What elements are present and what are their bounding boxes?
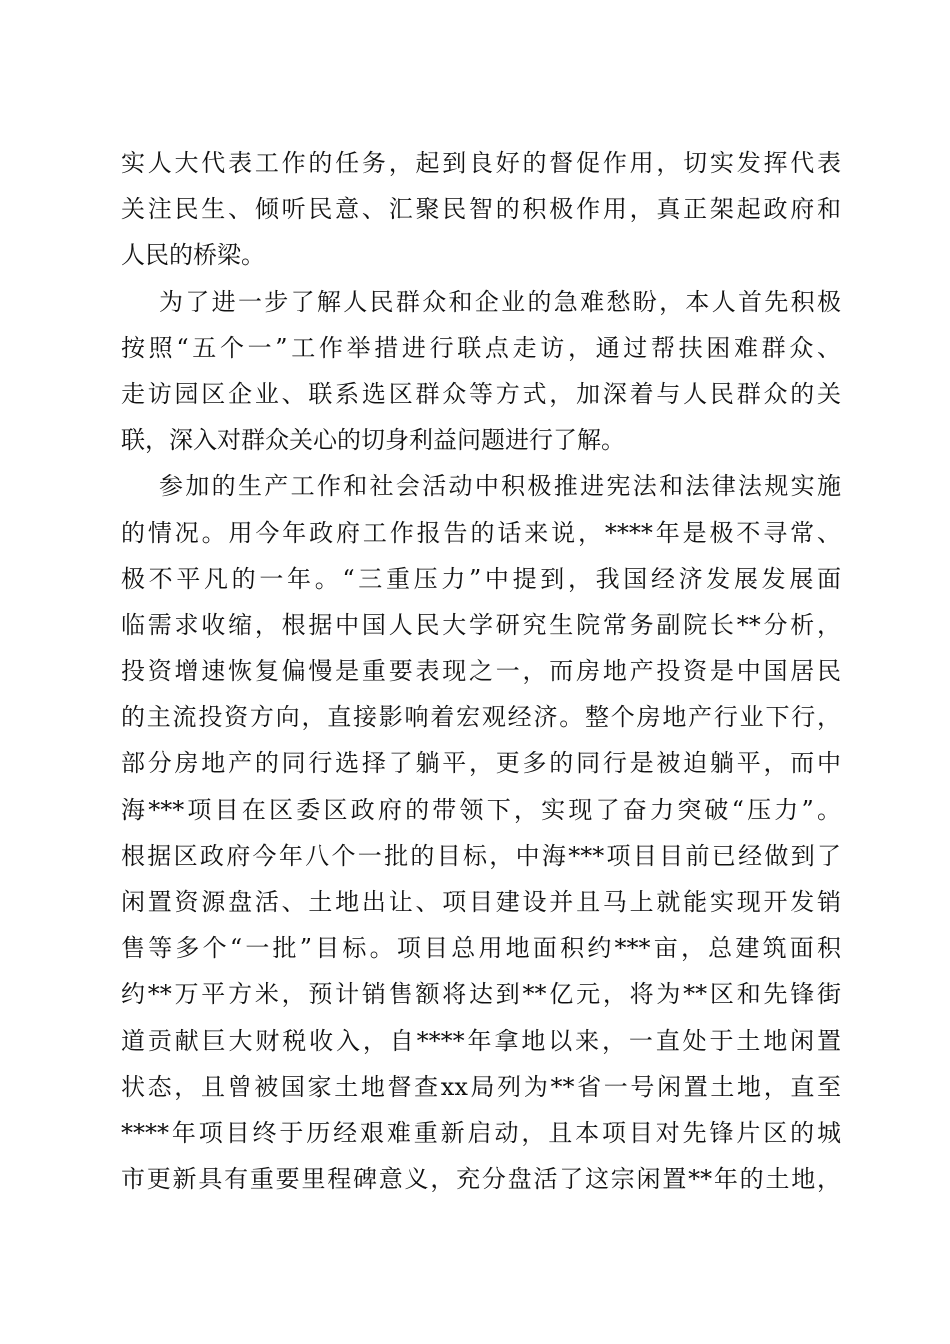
paragraph-2	[121, 279, 841, 464]
text-line: 为了进一步了解人民群众和企业的急难愁盼，本人首先积极	[159, 287, 841, 316]
text-line: 人民的桥梁。	[121, 241, 265, 270]
text-line: 临需求收缩，根据中国人民大学研究生院常务副院长**分析，	[121, 610, 841, 639]
paragraph-1	[121, 140, 841, 279]
paragraph-3	[121, 463, 841, 1202]
text-line: 联，深入对群众关心的切身利益问题进行了解。	[121, 426, 625, 455]
text-line: 状态，且曾被国家土地督查xx局列为**省一号闲置土地，直至	[121, 1072, 841, 1101]
text-line: 的主流投资方向，直接影响着宏观经济。整个房地产行业下行，	[121, 703, 841, 732]
text-line: 按照“五个一”工作举措进行联点走访，通过帮扶困难群众、	[121, 333, 841, 362]
text-line: 道贡献巨大财税收入，自****年拿地以来，一直处于土地闲置	[121, 1026, 841, 1055]
text-line: 根据区政府今年八个一批的目标，中海***项目目前已经做到了	[121, 841, 841, 870]
text-line: 参加的生产工作和社会活动中积极推进宪法和法律法规实施	[159, 472, 841, 501]
text-line: 闲置资源盘活、土地出让、项目建设并且马上就能实现开发销	[121, 888, 841, 916]
text-line: 实人大代表工作的任务，起到良好的督促作用，切实发挥代表	[121, 149, 841, 177]
text-line: 售等多个“一批”目标。项目总用地面积约***亩，总建筑面积	[121, 934, 841, 963]
text-line: 约**万平方米，预计销售额将达到**亿元，将为**区和先锋街	[121, 980, 841, 1009]
body-text	[121, 140, 841, 1202]
text-line: ****年项目终于历经艰难重新启动，且本项目对先锋片区的城	[121, 1118, 841, 1147]
text-line: 的情况。用今年政府工作报告的话来说，****年是极不寻常、	[121, 518, 841, 547]
text-line: 走访园区企业、联系选区群众等方式，加深着与人民群众的关	[121, 379, 841, 408]
text-line: 投资增速恢复偏慢是重要表现之一，而房地产投资是中国居民	[121, 657, 841, 686]
text-line: 市更新具有重要里程碑意义，充分盘活了这宗闲置**年的土地，	[121, 1165, 841, 1194]
text-line: 部分房地产的同行选择了躺平，更多的同行是被迫躺平，而中	[121, 749, 841, 778]
text-line: 关注民生、倾听民意、汇聚民智的积极作用，真正架起政府和	[121, 195, 841, 224]
text-line: 极不平凡的一年。“三重压力”中提到，我国经济发展发展面	[121, 564, 841, 593]
text-line: 海***项目在区委区政府的带领下，实现了奋力突破“压力”。	[121, 795, 841, 824]
